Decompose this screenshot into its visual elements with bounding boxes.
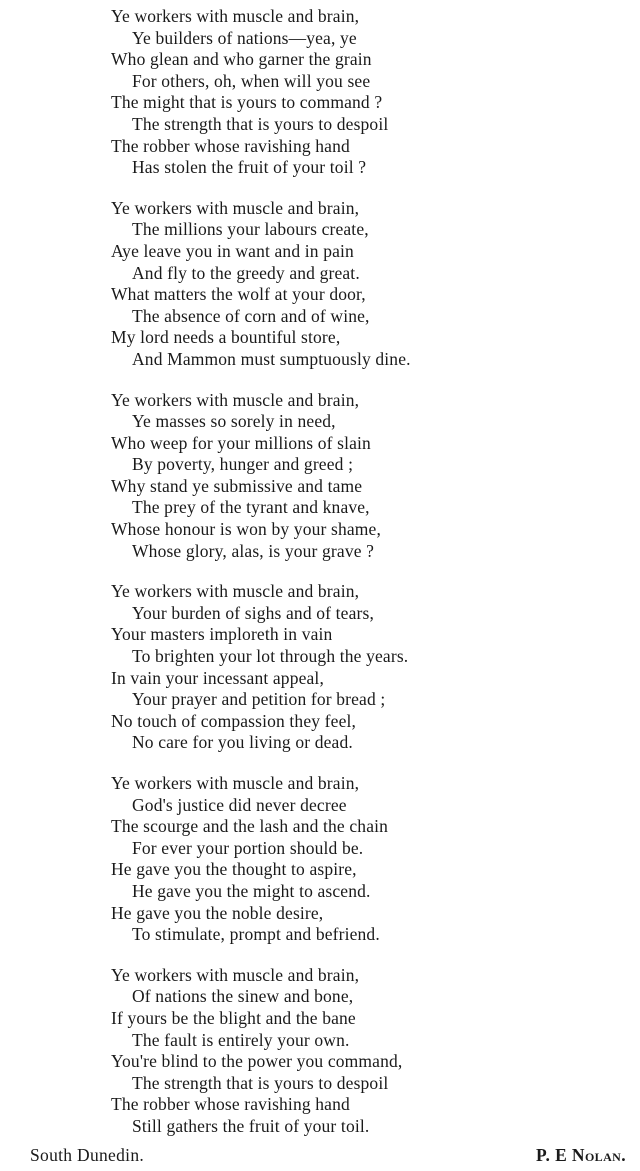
- poem-line: Who weep for your millions of slain: [111, 432, 371, 453]
- poem-line: The strength that is yours to despoil: [132, 113, 389, 134]
- poem-line: Your prayer and petition for bread ;: [132, 689, 386, 710]
- poem-line: For ever your portion should be.: [132, 837, 364, 858]
- stanza-4: [111, 581, 631, 754]
- poem-line: The prey of the tyrant and knave,: [132, 497, 370, 518]
- stanza-2: [111, 198, 631, 371]
- poem-line: Ye workers with muscle and brain,: [111, 581, 360, 602]
- poem-line: Ye workers with muscle and brain,: [111, 6, 360, 26]
- poem-line: Who glean and who garner the grain: [111, 49, 372, 70]
- poem-line: Ye workers with muscle and brain,: [111, 389, 360, 410]
- poem-line: My lord needs a bountiful store,: [111, 327, 341, 348]
- poem-line: He gave you the thought to aspire,: [111, 859, 357, 880]
- poem-line: The absence of corn and of wine,: [132, 305, 370, 326]
- poem-line: No touch of compassion they feel,: [111, 710, 357, 731]
- poem-line: Your burden of sighs and of tears,: [132, 602, 374, 623]
- poem-line: If yours be the blight and the bane: [111, 1007, 356, 1028]
- poem-line: Whose glory, alas, is your grave ?: [132, 540, 375, 561]
- poem-line: What matters the wolf at your door,: [111, 284, 366, 305]
- author-name: P. E Nolan.: [536, 1145, 626, 1165]
- poem-line: Ye workers with muscle and brain,: [111, 197, 360, 218]
- stanza-5: [111, 773, 631, 946]
- poem-line: The might that is yours to command ?: [111, 92, 383, 113]
- poem-line: Of nations the sinew and bone,: [132, 986, 354, 1007]
- stanza-3: [111, 390, 631, 563]
- stanza-1: [111, 6, 631, 179]
- poem-line: No care for you living or dead.: [132, 732, 353, 753]
- poem-line: Still gathers the fruit of your toil.: [132, 1115, 370, 1136]
- poem-line: God's justice did never decree: [132, 794, 347, 815]
- poem-line: By poverty, hunger and greed ;: [132, 454, 354, 475]
- poem-line: The strength that is yours to despoil: [132, 1072, 389, 1093]
- poem-line: The millions your labours create,: [132, 219, 369, 240]
- poem-line: In vain your incessant appeal,: [111, 667, 324, 688]
- poem-line: Why stand ye submissive and tame: [111, 475, 363, 496]
- poem-line: Aye leave you in want and in pain: [111, 240, 354, 261]
- poem-line: Your masters imploreth in vain: [111, 624, 333, 645]
- poem-line: Whose honour is won by your shame,: [111, 519, 381, 540]
- poem-line: Ye masses so sorely in need,: [132, 411, 336, 432]
- poem-line: Has stolen the fruit of your toil ?: [132, 157, 367, 178]
- poem-line: To brighten your lot through the years.: [132, 646, 409, 667]
- place-name: South Dunedin.: [30, 1145, 145, 1165]
- poem-line: The robber whose ravishing hand: [111, 135, 350, 156]
- poem-body: [111, 6, 631, 1157]
- poem-line: And fly to the greedy and great.: [132, 262, 360, 283]
- poem-line: The scourge and the lash and the chain: [111, 816, 389, 837]
- poem-line: He gave you the noble desire,: [111, 902, 324, 923]
- poem-line: The robber whose ravishing hand: [111, 1094, 350, 1115]
- poem-line: Ye workers with muscle and brain,: [111, 773, 360, 793]
- poem-line: The fault is entirely your own.: [132, 1029, 350, 1050]
- poem-line: Ye builders of nations—yea, ye: [132, 27, 357, 48]
- poem-line: Ye workers with muscle and brain,: [111, 964, 360, 985]
- poem-line: And Mammon must sumptuously dine.: [132, 348, 411, 369]
- poem-line: To stimulate, prompt and befriend.: [132, 924, 380, 945]
- poem-line: He gave you the might to ascend.: [132, 880, 371, 901]
- poem-line: You're blind to the power you command,: [111, 1051, 403, 1072]
- poem-line: For others, oh, when will you see: [132, 70, 371, 91]
- stanza-6: [111, 965, 631, 1138]
- signature-row: [30, 1143, 626, 1167]
